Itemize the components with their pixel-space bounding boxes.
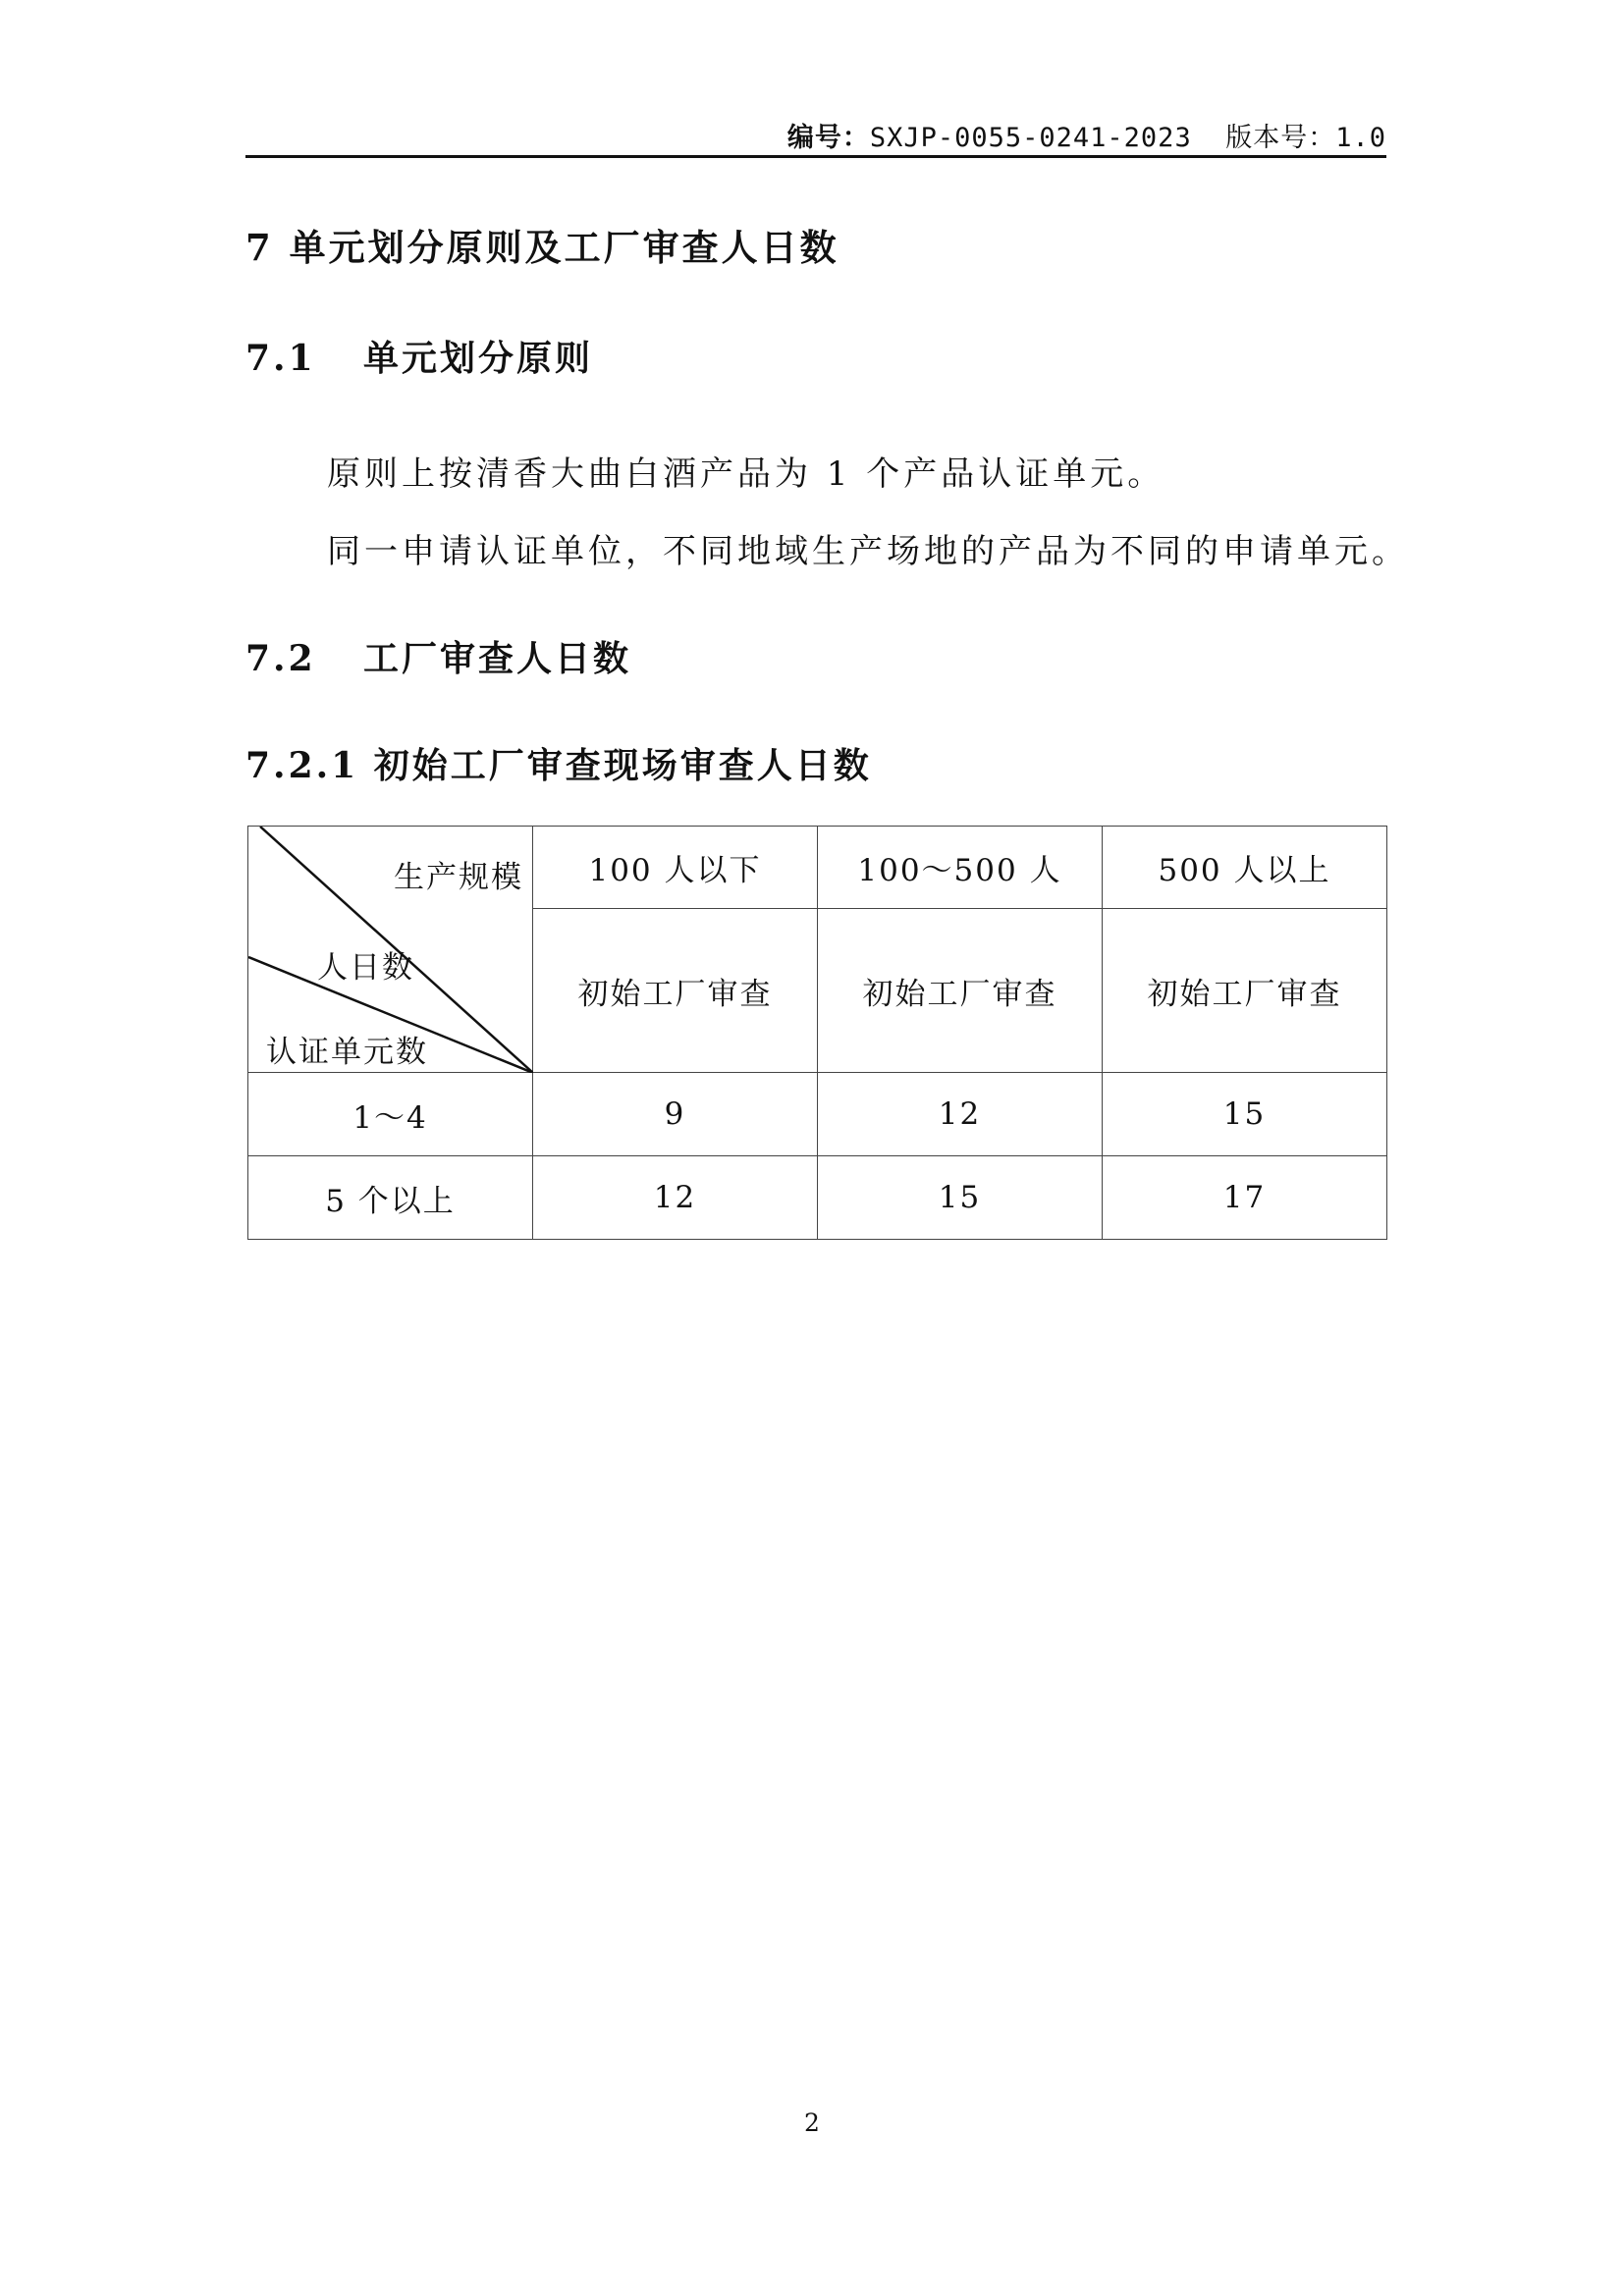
table-cell-days: 15 bbox=[818, 1156, 1103, 1240]
page-number: 2 bbox=[804, 2109, 820, 2137]
section-7-1-title: 单元划分原则 bbox=[363, 338, 594, 379]
corner-label-units: 认证单元数 bbox=[266, 1035, 428, 1070]
section-7-1-number: 7.1 bbox=[245, 338, 316, 379]
corner-label-days: 人日数 bbox=[317, 950, 414, 986]
table-cell-days: 17 bbox=[1103, 1156, 1387, 1240]
table-cell-units: 1～4 bbox=[248, 1073, 533, 1156]
table-cell-units: 5 个以上 bbox=[248, 1156, 533, 1240]
table-header-review: 初始工厂审查 bbox=[533, 909, 818, 1073]
table-corner-cell bbox=[248, 827, 533, 1073]
table-header-row-scale bbox=[248, 827, 1387, 909]
code-value: SXJP-0055-0241-2023 bbox=[869, 123, 1192, 153]
table-cell-days: 12 bbox=[818, 1073, 1103, 1156]
document-header bbox=[245, 116, 1386, 154]
section-7-2-heading bbox=[245, 631, 631, 681]
header-divider bbox=[245, 155, 1386, 158]
table-header-scale: 100～500 人 bbox=[818, 827, 1103, 909]
section-7-2-1-title: 7.2.1 初始工厂审查现场审查人日数 bbox=[245, 745, 872, 786]
version-label: 版本号： bbox=[1225, 123, 1336, 153]
section-7-1-heading bbox=[245, 331, 593, 381]
corner-label-scale: 生产规模 bbox=[394, 860, 523, 895]
table-row bbox=[248, 1073, 1387, 1156]
table-cell-days: 12 bbox=[533, 1156, 818, 1240]
table-header-scale: 500 人以上 bbox=[1103, 827, 1387, 909]
paragraph-unit-principle: 原则上按清香大曲白酒产品为 1 个产品认证单元。 bbox=[327, 454, 1165, 494]
section-7-title: 7 单元划分原则及工厂审查人日数 bbox=[245, 226, 839, 269]
table-header-review: 初始工厂审查 bbox=[818, 909, 1103, 1073]
audit-days-table bbox=[247, 826, 1387, 1240]
code-label: 编号： bbox=[786, 123, 870, 153]
version-value: 1.0 bbox=[1335, 123, 1386, 153]
section-7-2-number: 7.2 bbox=[245, 638, 316, 679]
table-cell-days: 15 bbox=[1103, 1073, 1387, 1156]
paragraph-site-principle: 同一申请认证单位，不同地域生产场地的产品为不同的申请单元。 bbox=[327, 532, 1409, 571]
section-7-2-title: 工厂审查人日数 bbox=[363, 638, 632, 679]
table-row bbox=[248, 1156, 1387, 1240]
table-cell-days: 9 bbox=[533, 1073, 818, 1156]
table-header-review: 初始工厂审查 bbox=[1103, 909, 1387, 1073]
table-header-scale: 100 人以下 bbox=[533, 827, 818, 909]
